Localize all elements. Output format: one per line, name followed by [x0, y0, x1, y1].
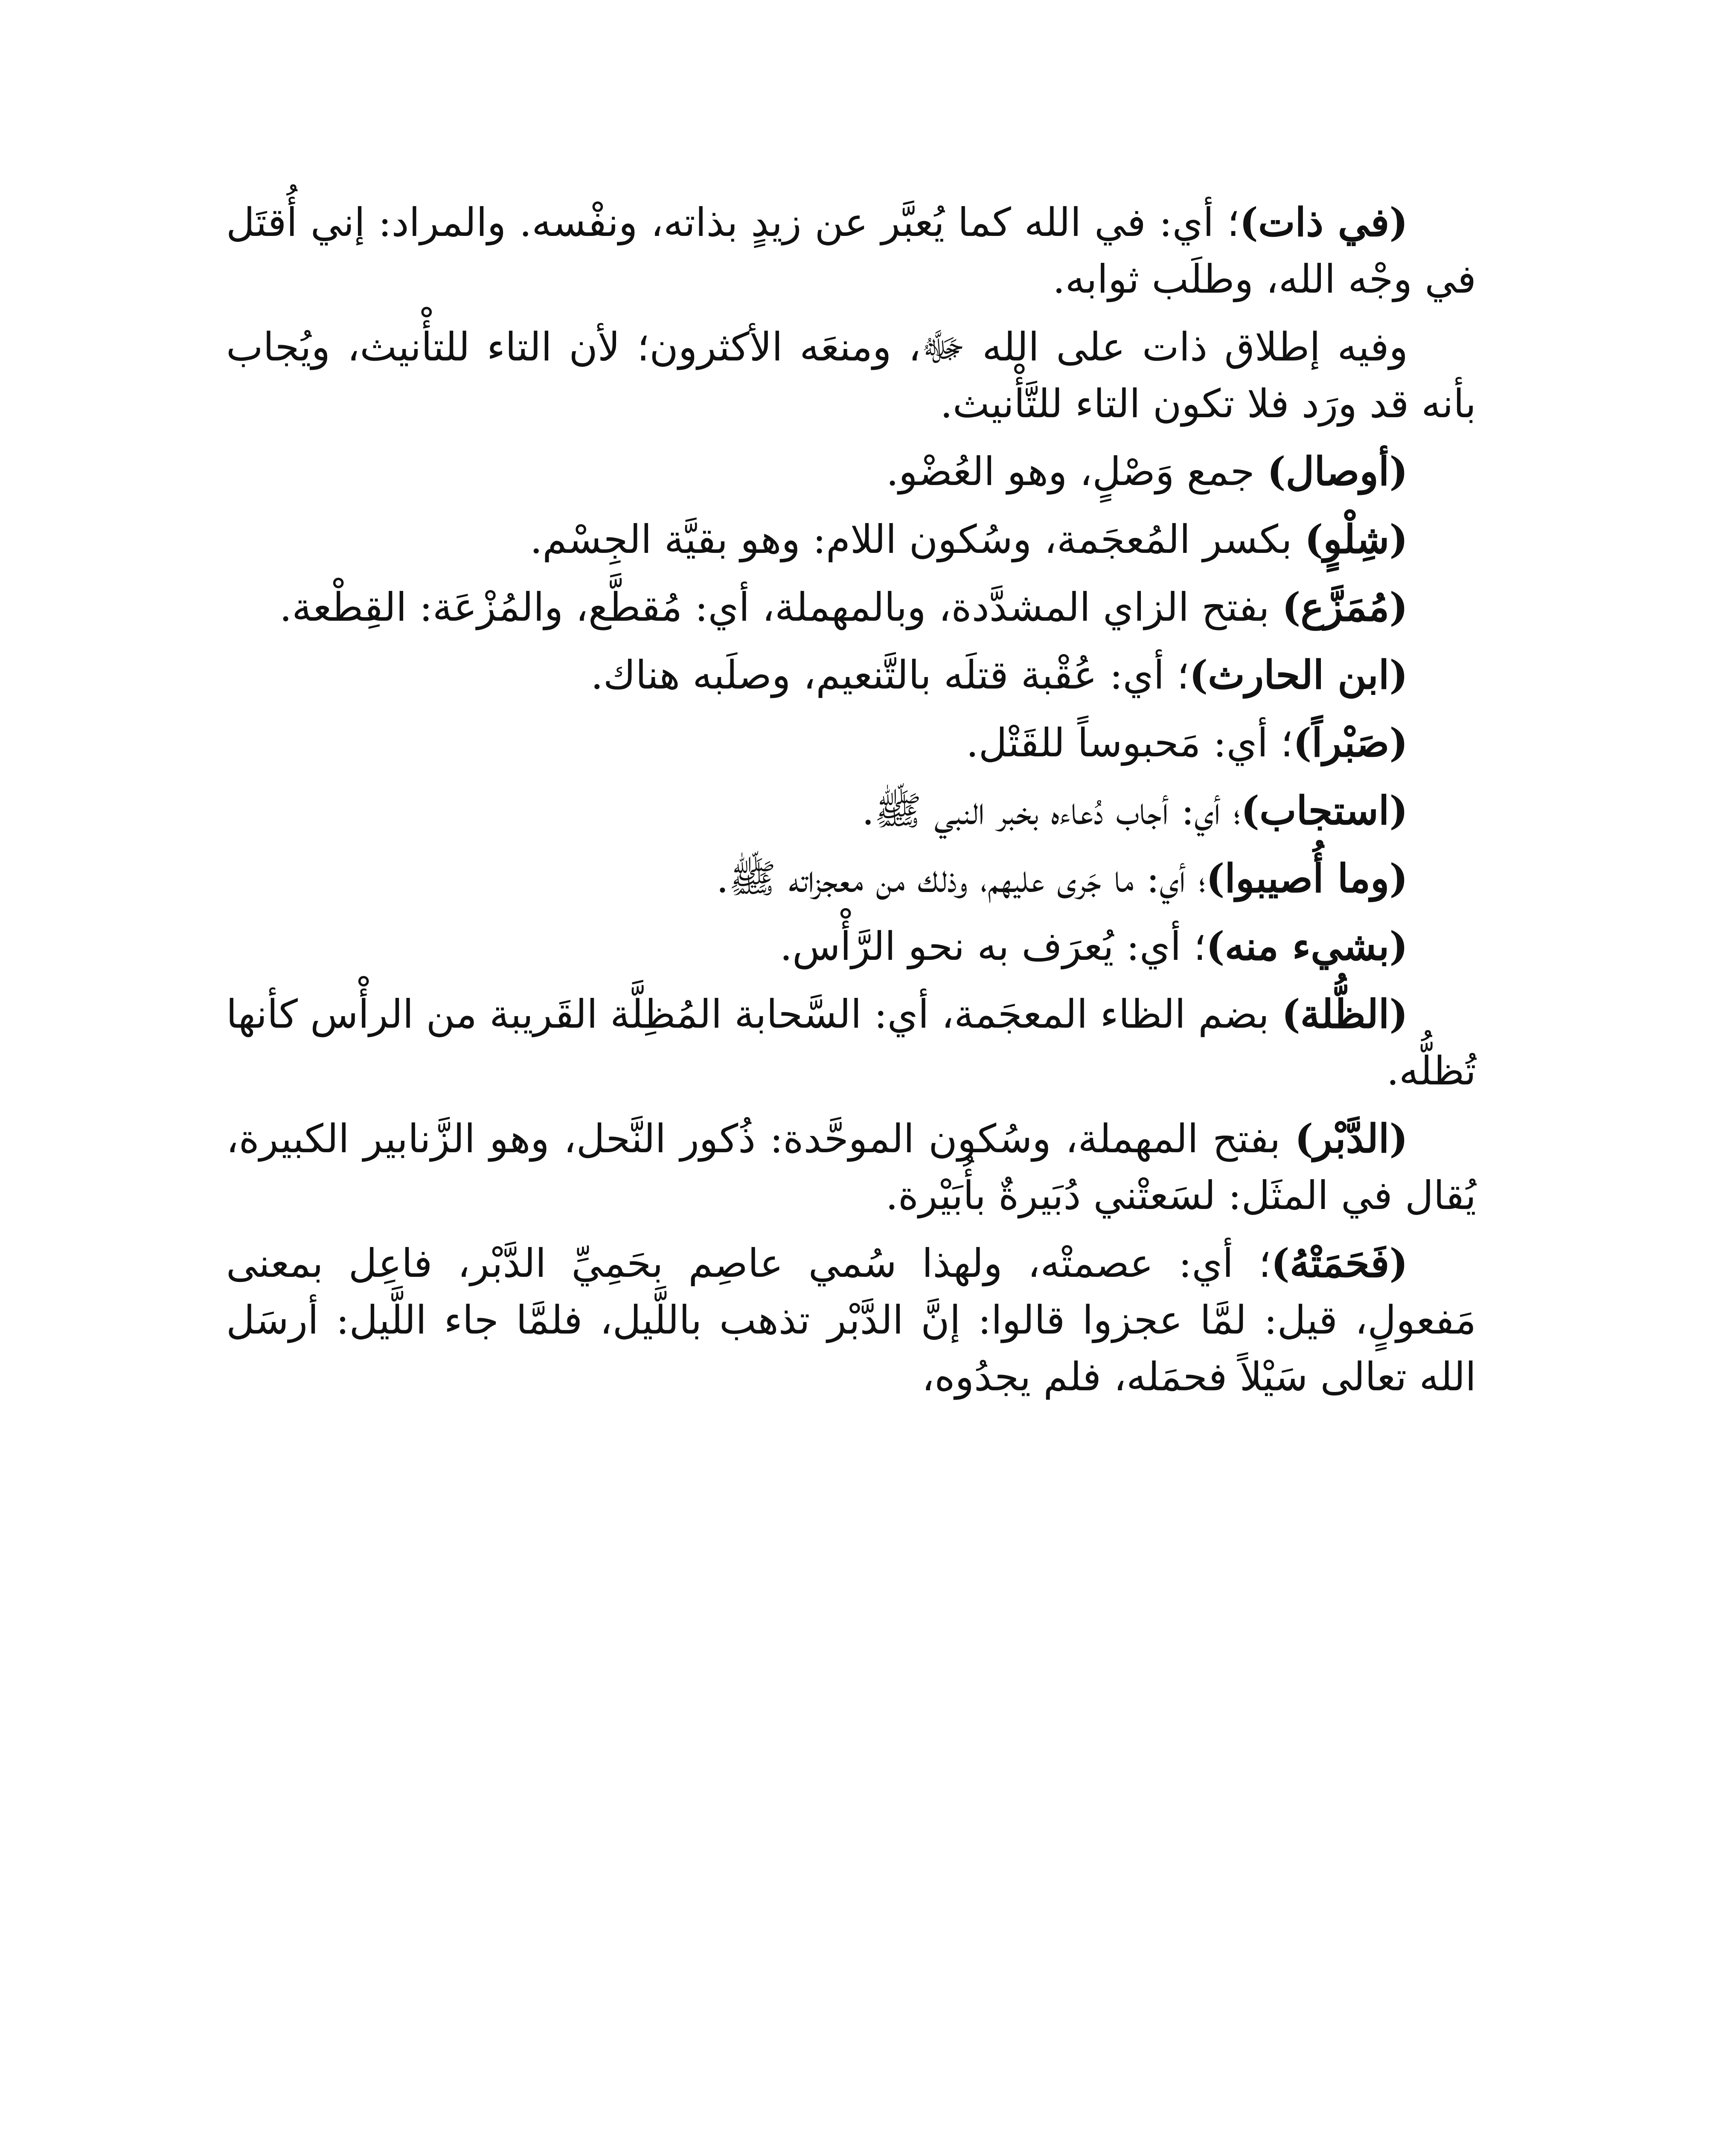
entry-awsal [226, 443, 1476, 500]
entry-term: (في ذات) [1239, 199, 1408, 245]
entry-term: (وما أُصيبوا) [1206, 855, 1408, 901]
entry-text: بفتح المهملة، وسُكون الموحَّدة: ذُكور النَّحل، وهو الزَّنابير الكبيرة، يُقال في المثَل: لسَعتْني دُبَيرةٌ بأُبَيْرة. [226, 1116, 1476, 1218]
entry-term: (أوصال) [1267, 448, 1408, 494]
entry-shilw [226, 511, 1476, 568]
entry-text: ؛ أي: عصمتْه، ولهذا سُمي عاصِم بحَمِيِّ الدَّبْر، فاعِل بمعنى مَفعولٍ، قيل: لمَّا عجزوا قالوا: إنَّ الدَّبْر تذهب باللَّيل، فلمَّا جاء اللَّيل: أرسَل الله تعالى سَيْلاً فحمَله، فلم يجدُوه، [226, 1241, 1476, 1400]
entry-istajab [226, 782, 1476, 839]
entry-term: (فَحَمَتْهُ) [1271, 1240, 1408, 1286]
entry-bi-shay-minhu [226, 918, 1476, 975]
entry-mumazza [226, 579, 1476, 636]
entry-fi-dhat [226, 194, 1476, 308]
body-text [226, 194, 1476, 1405]
entry-fahamathu [226, 1235, 1476, 1405]
entry-term: (الدَّبْر) [1294, 1116, 1408, 1162]
entry-itlaq-dhat [226, 319, 1476, 432]
entry-text: بفتح الزاي المشدَّدة، وبالمهملة، أي: مُقطَّع، والمُزْعَة: القِطْعة. [279, 584, 1282, 630]
entry-term: (مُمَزَّع) [1282, 584, 1408, 630]
entry-term: (بشيء منه) [1206, 923, 1408, 969]
entry-text: ؛ أي: في الله كما يُعبَّر عن زيدٍ بذاته، ونفْسه. والمراد: إني أُقتَل في وجْه الله، وطلَب ثوابه. [226, 200, 1476, 302]
entry-term: (شِلْوٍ) [1304, 516, 1408, 562]
entry-term: (الظُّلة) [1282, 991, 1408, 1037]
entry-text: ؛ أي: عُقْبة قتلَه بالتَّنعيم، وصلَبه هناك. [590, 652, 1189, 698]
entry-term: (استجاب) [1241, 788, 1408, 834]
entry-text: جمع وَصْلٍ، وهو العُضْو. [886, 449, 1267, 494]
entry-al-dabr [226, 1110, 1476, 1224]
entry-text: بكسر المُعجَمة، وسُكون اللام: وهو بقيَّة الجِسْم. [530, 517, 1305, 562]
entry-wa-ma-usibu [226, 850, 1476, 907]
entry-sabran [226, 715, 1476, 771]
entry-text: ؛ أي: يُعرَف به نحو الرَّأْس. [779, 924, 1206, 969]
entry-text: ؛ أي: ما جَرى عليهم، وذلك من معجزاته ﷺ. [716, 856, 1206, 901]
entry-al-zulla [226, 986, 1476, 1099]
entry-text: ؛ أي: مَحبوساً للقَتْل. [966, 720, 1293, 766]
entry-ibn-al-harith [226, 647, 1476, 703]
entry-text: بضم الظاء المعجَمة، أي: السَّحابة المُظِلَّة القَريبة من الرأْس كأنها تُظلُّه. [226, 991, 1476, 1094]
entry-text: وفيه إطلاق ذات على الله ﷻ، ومنعَه الأكثرون؛ لأن التاء للتأْنيث، ويُجاب بأنه قد ورَد فلا تكون التاء للتَّأْنيث. [226, 324, 1476, 427]
entry-term: (ابن الحارث) [1189, 652, 1408, 698]
entry-text: ؛ أي: أجاب دُعاءه بخبر النبي ﷺ. [861, 788, 1241, 834]
entry-term: (صَبْراً) [1293, 720, 1408, 766]
